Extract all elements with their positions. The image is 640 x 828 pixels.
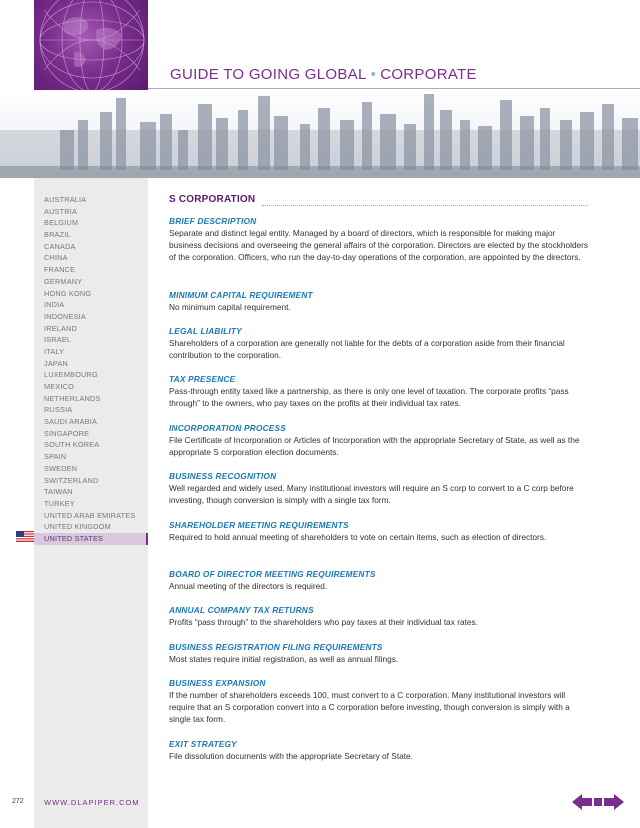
content-item <box>169 678 589 725</box>
sidebar-item-saudi-arabia[interactable]: SAUDI ARABIA <box>44 417 98 427</box>
item-heading: BUSINESS REGISTRATION FILING REQUIREMENTS <box>169 642 383 652</box>
section-title: CORPORATE <box>380 66 477 83</box>
item-heading: ANNUAL COMPANY TAX RETURNS <box>169 605 314 615</box>
item-heading: TAX PRESENCE <box>169 374 236 384</box>
content-item <box>169 216 589 263</box>
page-number: 272 <box>12 798 24 805</box>
footer-url-link[interactable]: WWW.DLAPIPER.COM <box>44 798 140 807</box>
us-flag-icon <box>16 531 34 542</box>
item-text: Pass-through entity taxed like a partnership, as there is only one level of taxation. The corporate profits “pass through” to the owners, who pay taxes on the profits at their individual tax rates. <box>169 386 569 408</box>
item-text: Shareholders of a corporation are generally not liable for the debts of a corporation aside from their financial contribution to the corporation. <box>169 338 565 360</box>
item-text: Annual meeting of the directors is required. <box>169 581 328 591</box>
sidebar-item-australia[interactable]: AUSTRALIA <box>44 195 87 204</box>
sidebar-item-south-korea[interactable]: SOUTH KOREA <box>44 440 100 450</box>
sidebar-item-france[interactable]: FRANCE <box>44 265 76 275</box>
item-text: File dissolution documents with the appropriate Secretary of State. <box>169 751 413 761</box>
content-item <box>169 290 589 313</box>
item-text: File Certificate of Incorporation or Articles of Incorporation with the appropriate Secretary of State, as well as the appropriate S corporation election documents. <box>169 435 580 457</box>
sidebar-item-taiwan[interactable]: TAIWAN <box>44 487 73 497</box>
page-navigation <box>572 794 624 810</box>
country-nav-list <box>34 194 148 545</box>
content-item <box>169 605 589 628</box>
item-heading: SHAREHOLDER MEETING REQUIREMENTS <box>169 520 349 530</box>
item-heading: LEGAL LIABILITY <box>169 326 242 336</box>
content-item <box>169 739 589 762</box>
content-item <box>169 520 589 543</box>
globe-graphic <box>34 0 148 92</box>
item-text: Required to hold annual meeting of shareholders to vote on certain items, such as election of directors. <box>169 532 547 542</box>
sidebar-item-brazil[interactable]: BRAZIL <box>44 230 71 240</box>
item-heading: INCORPORATION PROCESS <box>169 423 286 433</box>
title-dotted-rule <box>262 205 588 206</box>
square-icon[interactable] <box>594 798 602 806</box>
item-text: Most states require initial registration, as well as annual filings. <box>169 654 399 664</box>
content-item <box>169 326 589 361</box>
sidebar-item-singapore[interactable]: SINGAPORE <box>44 428 90 438</box>
sidebar-item-spain[interactable]: SPAIN <box>44 452 67 462</box>
sidebar-item-netherlands[interactable]: NETHERLANDS <box>44 393 101 403</box>
content-item <box>169 569 589 592</box>
item-text: Profits “pass through” to the shareholders who pay taxes at their individual tax rates. <box>169 617 478 627</box>
sidebar-item-canada[interactable]: CANADA <box>44 241 76 251</box>
sidebar-item-israel[interactable]: ISRAEL <box>44 335 72 345</box>
content-item <box>169 374 589 409</box>
item-heading: BUSINESS EXPANSION <box>169 678 266 688</box>
sidebar-item-switzerland[interactable]: SWITZERLAND <box>44 475 99 485</box>
item-heading: BUSINESS RECOGNITION <box>169 471 277 481</box>
city-skyline-photo <box>0 90 640 178</box>
header-separator: • <box>370 66 377 83</box>
sidebar-item-belgium[interactable]: BELGIUM <box>44 218 79 228</box>
item-heading: BRIEF DESCRIPTION <box>169 216 257 226</box>
sidebar-item-germany[interactable]: GERMANY <box>44 276 83 286</box>
main-title: S CORPORATION <box>169 194 256 205</box>
item-heading: MINIMUM CAPITAL REQUIREMENT <box>169 290 313 300</box>
item-text: Well regarded and widely used. Many institutional investors will require an S corp to convert to a C corp before investing, though conversion is simply with a single tax form. <box>169 483 574 505</box>
sidebar-item-united-states[interactable]: UNITED STATES <box>34 533 148 545</box>
content-item <box>169 642 589 665</box>
sidebar-item-india[interactable]: INDIA <box>44 300 65 310</box>
item-text: If the number of shareholders exceeds 100, must convert to a C corporation. Many institutional investors will require that an S corporation convert into a C corporation before investing, though conversion is simply with a single tax form. <box>169 690 570 724</box>
sidebar-item-united-arab-emirates[interactable]: UNITED ARAB EMIRATES <box>44 510 136 520</box>
sidebar-item-russia[interactable]: RUSSIA <box>44 405 73 415</box>
sidebar-item-indonesia[interactable]: INDONESIA <box>44 311 86 321</box>
item-text: Separate and distinct legal entity. Managed by a board of directors, which is responsible for making major business decisions and overseeing the general affairs of the corporation. Directors are elected by the stockholders of the corporation. Officers, who run the day-to-day operations of the corporation, are appointed by the directors. <box>169 228 589 262</box>
content-item <box>169 471 589 506</box>
header-rule <box>148 88 640 89</box>
item-text: No minimum capital requirement. <box>169 302 291 312</box>
sidebar-item-china[interactable]: CHINA <box>44 253 68 263</box>
sidebar-item-united-kingdom[interactable]: UNITED KINGDOM <box>44 522 111 532</box>
item-heading: BOARD OF DIRECTOR MEETING REQUIREMENTS <box>169 569 376 579</box>
sidebar-item-ireland[interactable]: IRELAND <box>44 323 78 333</box>
prev-arrow-icon[interactable] <box>572 794 592 810</box>
sidebar-item-austria[interactable]: AUSTRIA <box>44 206 78 216</box>
sidebar-item-turkey[interactable]: TURKEY <box>44 498 75 508</box>
sidebar-item-hong-kong[interactable]: HONG KONG <box>44 288 92 298</box>
content-item <box>169 423 589 458</box>
item-heading: EXIT STRATEGY <box>169 739 237 749</box>
sidebar-item-sweden[interactable]: SWEDEN <box>44 463 78 473</box>
sidebar-item-luxembourg[interactable]: LUXEMBOURG <box>44 370 98 380</box>
guide-title: GUIDE TO GOING GLOBAL <box>170 66 367 83</box>
sidebar-item-italy[interactable]: ITALY <box>44 346 65 356</box>
page-header-title <box>170 66 477 83</box>
sidebar-item-mexico[interactable]: MEXICO <box>44 382 74 391</box>
next-arrow-icon[interactable] <box>604 794 624 810</box>
sidebar-item-japan[interactable]: JAPAN <box>44 358 68 368</box>
